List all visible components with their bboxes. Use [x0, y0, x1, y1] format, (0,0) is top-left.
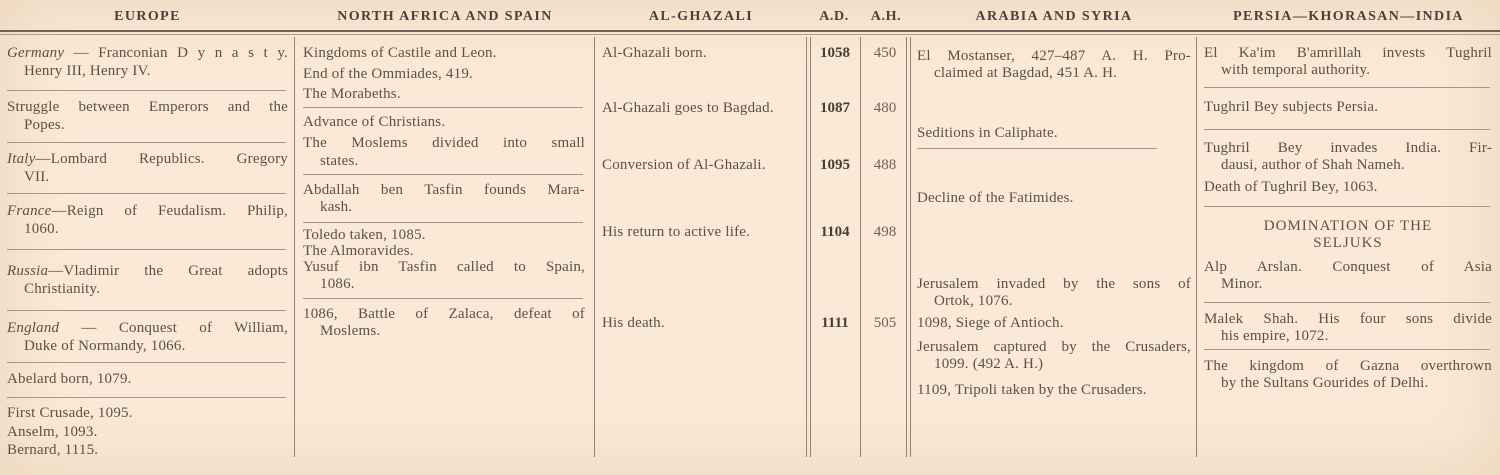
column-persia-khorasan-india [1204, 0, 1494, 475]
timeline-line: claimed at Bagdad, 451 A. H. [934, 65, 1118, 81]
timeline-line: His return to active life. [602, 224, 751, 240]
timeline-line: dausi, author of Shah Nameh. [1221, 157, 1405, 173]
timeline-line: 1086, Battle of Zalaca, defeat of [303, 306, 585, 322]
timeline-line: Duke of Normandy, 1066. [24, 338, 186, 354]
timeline-line: 1060. [24, 221, 59, 237]
timeline-line: Abelard born, 1079. [7, 371, 132, 387]
column-ah-years [863, 0, 907, 475]
entry-divider [7, 90, 286, 91]
entry-divider [7, 397, 286, 398]
timeline-line: Tughril Bey subjects Persia. [1204, 99, 1379, 115]
section-subheading: DOMINATION OF THE [1263, 218, 1433, 234]
ad-year: 1111 [821, 315, 849, 331]
ah-year: 480 [873, 100, 897, 116]
timeline-line: Germany — Franconian D y n a s t y. [7, 45, 288, 61]
timeline-line: El Mostanser, 427–487 A. H. Pro- [917, 48, 1191, 64]
column-header-al-ghazali: AL-GHAZALI [648, 9, 754, 24]
entry-divider [303, 222, 583, 223]
timeline-line: Alp Arslan. Conquest of Asia [1204, 259, 1492, 275]
entry-divider [1204, 129, 1490, 130]
timeline-line: Death of Tughril Bey, 1063. [1204, 179, 1378, 195]
entry-divider [1204, 302, 1490, 303]
column-rule [294, 37, 295, 457]
timeline-line: Toledo taken, 1085. [303, 227, 426, 243]
timeline-line: Malek Shah. His four sons divide [1204, 311, 1492, 327]
timeline-line: Jerusalem captured by the Crusaders, [917, 339, 1191, 355]
ad-year: 1095 [820, 157, 850, 173]
column-rule-double [806, 37, 807, 457]
column-rule-double [910, 37, 911, 457]
timeline-line: End of the Ommiades, 419. [303, 66, 473, 82]
entry-divider [303, 174, 583, 175]
column-ad-years [812, 0, 858, 475]
entry-divider [7, 142, 286, 143]
timeline-line: Christianity. [24, 281, 101, 297]
column-header-arabia-syria: ARABIA AND SYRIA [975, 9, 1133, 24]
entry-divider [303, 107, 583, 108]
ah-year: 450 [873, 45, 897, 61]
ah-year: 498 [873, 224, 897, 240]
entry-divider [7, 193, 286, 194]
timeline-line: Yusuf ibn Tasfin called to Spain, [303, 259, 585, 275]
timeline-line: 1099. (492 A. H.) [934, 356, 1044, 372]
column-arabia-syria [917, 0, 1193, 475]
timeline-line: The Morabeths. [303, 86, 401, 102]
timeline-line: Conversion of Al-Ghazali. [602, 157, 766, 173]
column-header-europe: EUROPE [114, 9, 181, 24]
timeline-line: England — Conquest of William, [7, 320, 288, 336]
timeline-line: Minor. [1221, 276, 1263, 292]
timeline-line: Advance of Christians. [303, 114, 446, 130]
entry-divider [1204, 206, 1490, 207]
column-europe [7, 0, 290, 475]
timeline-line: Al-Ghazali goes to Bagdad. [602, 100, 774, 116]
timeline-line: Tughril Bey invades India. Fir- [1204, 140, 1492, 156]
entry-divider [1204, 349, 1490, 350]
timeline-line: The Moslems divided into small [303, 135, 585, 151]
column-rule [594, 37, 595, 457]
timeline-line: Ortok, 1076. [934, 293, 1013, 309]
timeline-line: The Almoravides. [303, 243, 414, 259]
ad-year: 1104 [820, 224, 850, 240]
column-header-north-africa: NORTH AFRICA AND SPAIN [337, 9, 553, 24]
column-header-persia-khorasan-india: PERSIA—KHORASAN—INDIA [1233, 9, 1464, 24]
column-al-ghazali [602, 0, 802, 475]
timeline-line: Popes. [24, 117, 65, 133]
timeline-line: 1109, Tripoli taken by the Crusaders. [917, 382, 1147, 398]
section-subheading: SELJUKS [1313, 235, 1383, 251]
timeline-line: with temporal authority. [1221, 62, 1371, 78]
timeline-line: Anselm, 1093. [7, 424, 98, 440]
timeline-line: Henry III, Henry IV. [24, 63, 151, 79]
timeline-line: by the Sultans Gourides of Delhi. [1221, 375, 1429, 391]
timeline-line: kash. [320, 199, 353, 215]
timeline-line: First Crusade, 1095. [7, 405, 133, 421]
timeline-line: France—Reign of Feudalism. Philip, [7, 203, 288, 219]
timeline-line: Seditions in Caliphate. [917, 125, 1058, 141]
timeline-line: Bernard, 1115. [7, 442, 99, 458]
timeline-line: Al-Ghazali born. [602, 45, 707, 61]
timeline-line: El Ka'im B'amrillah invests Tughril [1204, 45, 1492, 61]
timeline-line: The kingdom of Gazna overthrown [1204, 358, 1492, 374]
timeline-line: Decline of the Fatimides. [917, 190, 1074, 206]
ad-year: 1058 [820, 45, 850, 61]
entry-divider [1204, 87, 1490, 88]
timeline-line: 1086. [320, 276, 355, 292]
ah-year: 505 [873, 315, 897, 331]
ad-year: 1087 [820, 100, 850, 116]
entry-divider [7, 362, 286, 363]
timeline-line: VII. [24, 169, 50, 185]
entry-divider [917, 148, 1157, 149]
column-north-africa-spain [303, 0, 587, 475]
timeline-line: Moslems. [320, 323, 381, 339]
timeline-line: Struggle between Emperors and the [7, 99, 288, 115]
timeline-line: Kingdoms of Castile and Leon. [303, 45, 497, 61]
timeline-line: his empire, 1072. [1221, 328, 1329, 344]
entry-divider [303, 298, 583, 299]
entry-divider [7, 310, 286, 311]
timeline-line: Abdallah ben Tasfin founds Mara- [303, 182, 585, 198]
ah-year: 488 [873, 157, 897, 173]
column-rule [860, 37, 861, 457]
column-rule [1196, 37, 1197, 457]
column-rule-double [810, 37, 811, 457]
column-header-ad: A.D. [819, 9, 849, 24]
timeline-line: Italy—Lombard Republics. Gregory [7, 151, 288, 167]
timeline-line: 1098, Siege of Antioch. [917, 315, 1064, 331]
timeline-line: Russia—Vladimir the Great adopts [7, 263, 288, 279]
timeline-line: states. [320, 153, 359, 169]
column-header-ah: A.H. [870, 9, 902, 24]
timeline-line: His death. [602, 315, 665, 331]
timeline-line: Jerusalem invaded by the sons of [917, 276, 1191, 292]
entry-divider [7, 249, 286, 250]
